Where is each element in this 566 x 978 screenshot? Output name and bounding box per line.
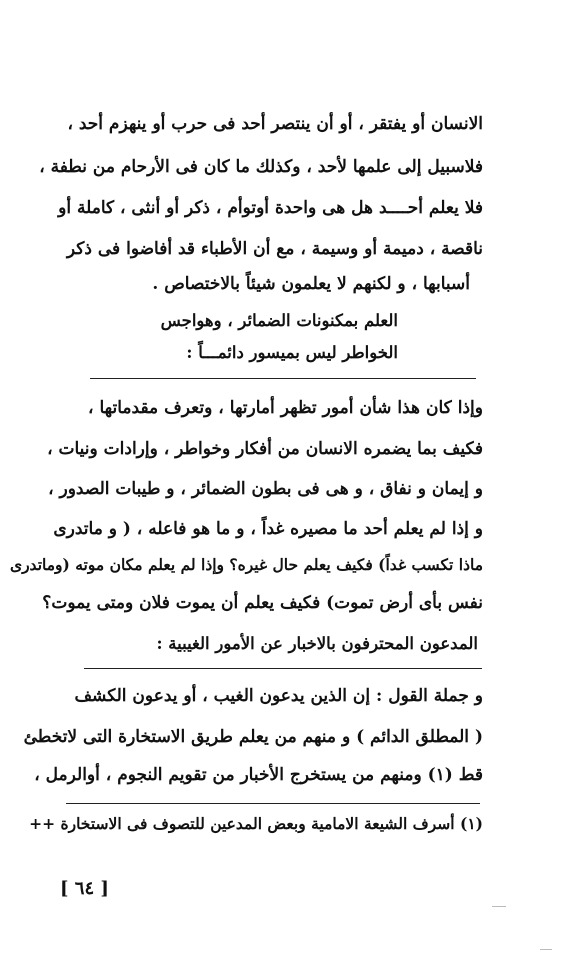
text-line: الانسان أو يفتقر ، أو أن ينتصر أحد فى حرب أو ينهزم أحد ،	[67, 114, 483, 134]
section-heading: العلم بمكنونات الضمائر ، وهواجس	[160, 311, 398, 330]
footnote-separator	[66, 803, 480, 804]
section-heading: المدعون المحترفون بالاخبار عن الأمور الغيبية :	[156, 634, 478, 653]
text-line: ناقصة ، دميمة أو وسيمة ، مع أن الأطباء قد أفاضوا فى ذكر	[66, 239, 483, 259]
text-line: و إيمان و نفاق ، و هى فى بطون الضمائر ، و طيبات الصدور ،	[48, 479, 483, 499]
text-line: ماذا تكسب غداً) فكيف يعلم حال غيره؟ وإذا لم يعلم مكان موته (وماتدرى	[9, 555, 483, 574]
text-line: قط (١) ومنهم من يستخرج الأخبار من تقويم النجوم ، أوالرمل ،	[34, 765, 483, 785]
text-line: و جملة القول : إن الذين يدعون الغيب ، أو يدعون الكشف	[74, 686, 483, 706]
text-line: فكيف بما يضمره الانسان من أفكار وخواطر ، وإرادات ونيات ،	[47, 439, 483, 459]
text-line: أسبابها ، و لكنهم لا يعلمون شيئاً بالاختصاص .	[152, 274, 470, 294]
section-heading: الخواطر ليس بميسور دائمـــاً :	[186, 343, 398, 362]
page-number: [ ٦٤ ]	[60, 878, 109, 899]
text-line: وإذا كان هذا شأن أمور تظهر أمارتها ، وتعرف مقدماتها ،	[88, 398, 483, 418]
footnote: (١) أسرف الشيعة الامامية وبعض المدعين للتصوف فى الاستخارة ++	[29, 814, 483, 833]
text-line: نفس بأى أرض تموت) فكيف يعلم أن يموت فلان ومتى يموت؟	[42, 593, 483, 613]
scan-mark	[492, 906, 506, 907]
text-line: فلاسبيل إلى علمها لأحد ، وكذلك ما كان فى الأرحام من نطفة ،	[39, 157, 483, 177]
text-line: ( المطلق الدائم ) و منهم من يعلم طريق الاستخارة التى لاتخطئ	[23, 727, 483, 747]
text-line: و إذا لم يعلم أحد ما مصيره غداً ، و ما هو فاعله ، ( و ماتدرى	[53, 519, 483, 539]
heading-underline	[90, 378, 476, 379]
text-line: فلا يعلم أحــــد هل هى واحدة أوتوأم ، ذكر أو أنثى ، كاملة أو	[58, 198, 483, 218]
heading-underline	[84, 668, 482, 669]
scan-mark	[540, 949, 552, 950]
